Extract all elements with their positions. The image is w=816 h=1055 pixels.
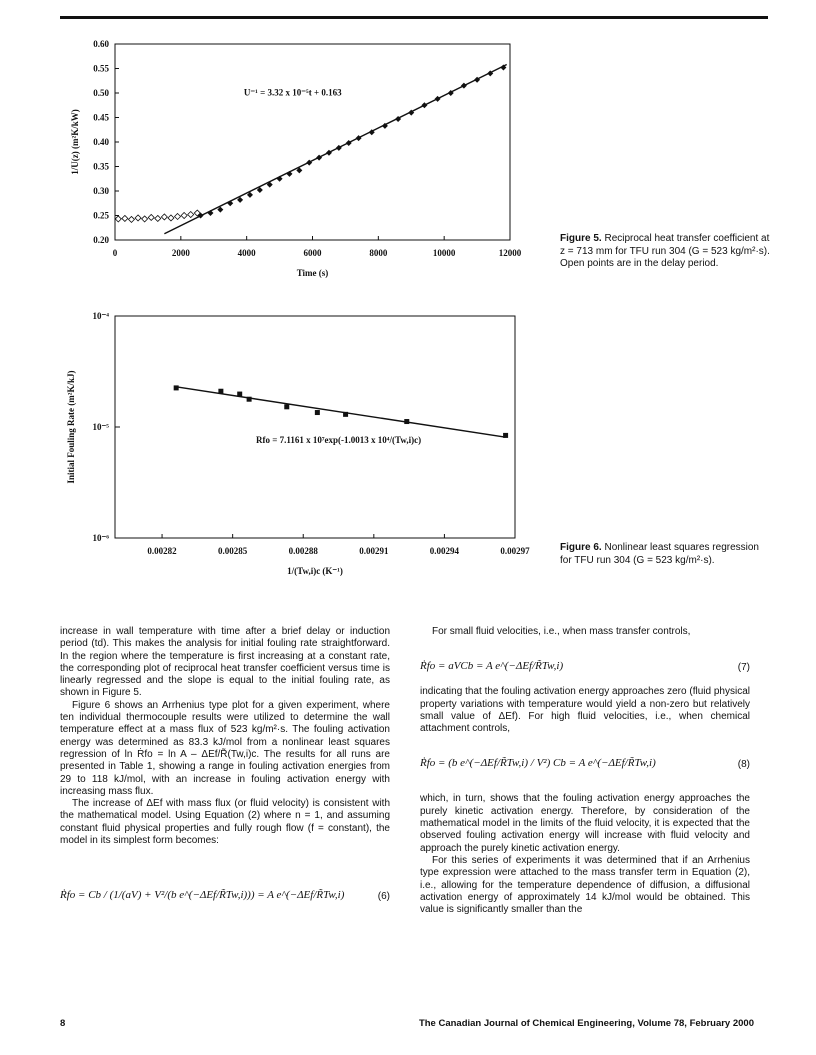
delay-point: [168, 215, 174, 221]
left-paragraph-1: increase in wall temperature with time after a brief delay or induction period (td). This makes the analysis for initial fouling rate straightforward. In the region where the temperature is first increasing at a constant rate, the corresponding plot of reciprocal heat transfer coefficient versus time is linearly regressed and the slope is equal to the initial fouling rate, as shown in Figure 5.: [60, 626, 390, 699]
page-number: 8: [60, 1018, 66, 1029]
data-point: [247, 397, 252, 402]
x-tick-label: 0.00282: [147, 546, 177, 556]
left-column: [60, 626, 390, 929]
x-tick-label: 12000: [498, 248, 522, 258]
x-tick-label: 8000: [369, 248, 388, 258]
journal-citation: The Canadian Journal of Chemical Engineering, Volume 78, February 2000: [418, 1018, 754, 1029]
data-point: [503, 433, 508, 438]
data-point: [237, 392, 242, 397]
equation-6-number: (6): [377, 891, 390, 903]
equation-annotation: U⁻¹ = 3.32 x 10⁻⁵t + 0.163: [243, 87, 342, 98]
equation-6: [60, 869, 390, 929]
y-tick-label: 10⁻⁶: [92, 533, 109, 543]
right-paragraph-4: For this series of experiments it was determined that if an Arrhenius type expression were attached to the mass transfer term in Equation (2), i.e., allowing for the temperature dependence of diffusion, a diffusional activation energy of approximately 14 kJ/mol would be obtained. This value is significantly smaller than the: [420, 854, 750, 916]
data-point: [174, 385, 179, 390]
figure-6-caption: [560, 542, 770, 567]
figure-5-label: Figure 5.: [560, 233, 602, 244]
y-tick-label: 0.40: [93, 137, 109, 147]
delay-point: [181, 213, 187, 219]
delay-point: [142, 216, 148, 222]
plot-frame: [115, 316, 515, 538]
top-rule: [60, 16, 768, 19]
x-tick-label: 10000: [432, 248, 456, 258]
data-point: [218, 389, 223, 394]
delay-point: [128, 216, 134, 222]
data-point: [284, 404, 289, 409]
equation-6-body: Ṙfo = Cb / (1/(aV) + V²/(b e^(−ΔEf/R̃Tw,i))) = A e^(−ΔEf/R̃Tw,i): [60, 889, 345, 902]
delay-point: [155, 215, 161, 221]
figure-6-chart: [60, 308, 530, 588]
x-tick-label: 0.00285: [218, 546, 248, 556]
y-tick-label: 0.20: [93, 235, 109, 245]
equation-8: [420, 735, 750, 793]
y-tick-label: 0.55: [93, 63, 109, 74]
equation-7: [420, 638, 750, 686]
x-tick-label: 0.00291: [359, 546, 389, 556]
data-point: [315, 410, 320, 415]
y-axis-label: 1/U(z) (m²K/kW): [70, 109, 80, 175]
right-paragraph-1: For small fluid velocities, i.e., when mass transfer controls,: [432, 626, 691, 637]
x-tick-label: 2000: [171, 248, 190, 258]
figure-5-chart: [60, 30, 530, 290]
figure-6-label: Figure 6.: [560, 542, 602, 553]
plot-frame: [115, 44, 510, 240]
figure-6-text: Nonlinear least squares regression for TFU run 304 (G = 523 kg/m²·s).: [560, 542, 759, 566]
equation-7-body: Ṙfo = aVCb = A e^(−ΔEf/R̃Tw,i): [420, 660, 564, 673]
fit-line: [176, 387, 505, 437]
x-tick-label: 4000: [237, 248, 256, 258]
equation-annotation: Rfo = 7.1161 x 10⁷exp(-1.0013 x 10⁴/(Tw,i)c): [255, 434, 422, 445]
x-tick-label: 0: [112, 248, 118, 258]
y-tick-label: 10⁻⁵: [92, 422, 109, 432]
figure-6-svg: [60, 308, 530, 588]
delay-point: [148, 214, 154, 220]
x-axis-label: 1/(Tw,i)c (K⁻¹): [287, 566, 343, 576]
x-axis-label: Time (s): [296, 268, 329, 278]
delay-point: [188, 212, 194, 218]
x-tick-label: 0.00294: [429, 546, 460, 556]
y-tick-label: 0.60: [93, 39, 109, 49]
delay-point: [115, 216, 121, 222]
data-point: [343, 412, 348, 417]
y-tick-label: 0.35: [93, 161, 109, 172]
delay-point: [161, 214, 167, 220]
y-tick-label: 0.25: [93, 210, 109, 221]
y-tick-label: 0.45: [93, 112, 109, 123]
y-axis-label: Initial Fouling Rate (m²K/kJ): [66, 370, 76, 484]
right-paragraph-3: which, in turn, shows that the fouling activation energy approaches the purely kinetic activation energy. Therefore, by consideration of the mathematical model in the limits of the fluid velocity, it is expected that the observed fouling activation energy will increase with fluid velocity and approach the purely kinetic activation energy.: [420, 793, 750, 854]
x-tick-label: 0.00288: [288, 546, 318, 556]
x-tick-label: 6000: [303, 248, 322, 258]
left-paragraph-3: The increase of ΔEf with mass flux (or fluid velocity) is consistent with the mathematical model. Using Equation (2) where n = 1, and assuming constant fluid physical properties and fully rough flow (f = constant), the model in its simplest form becomes:: [60, 798, 390, 847]
delay-point: [175, 213, 181, 219]
delay-point: [122, 215, 128, 221]
x-tick-label: 0.00297: [500, 546, 530, 556]
y-tick-label: 0.30: [93, 186, 109, 196]
equation-8-body: Ṙfo = (b e^(−ΔEf/R̃Tw,i) / V²) Cb = A e^(−ΔEf/R̃Tw,i): [420, 757, 656, 770]
y-tick-label: 10⁻⁴: [92, 311, 109, 321]
data-point: [404, 419, 409, 424]
figure-5-caption: [560, 233, 770, 271]
equation-8-number: (8): [737, 759, 750, 771]
figure-5-text: Reciprocal heat transfer coefficient at z = 713 mm for TFU run 304 (G = 523 kg/m²·s). Open points are in the delay period.: [560, 233, 770, 269]
left-paragraph-2: Figure 6 shows an Arrhenius type plot for a given experiment, where ten individual thermocouple results were utilized to determine the wall temperature effect at a mass flux of 523 kg/m²·s. The fouling activation energy was determined as 83.3 kJ/mol from a nonlinear least squares regression of ln Ṙfo = ln A – ΔEf/R̃(Tw,i)c. The results for all runs are presented in Table 1, showing a range in fouling activation energies from 29 to 118 kJ/mol, with an increase in fouling activation energy with increasing mass flux.: [60, 699, 390, 797]
delay-point: [135, 215, 141, 221]
right-column: [420, 626, 750, 916]
equation-7-number: (7): [737, 662, 750, 674]
right-paragraph-2: indicating that the fouling activation energy approaches zero (fluid physical property variations with temperature would yield a non-zero but relatively small value of ΔEf). For high fluid velocities, i.e., when chemical attachment controls,: [420, 686, 750, 735]
figure-5-svg: [60, 30, 530, 290]
y-tick-label: 0.50: [93, 88, 109, 98]
